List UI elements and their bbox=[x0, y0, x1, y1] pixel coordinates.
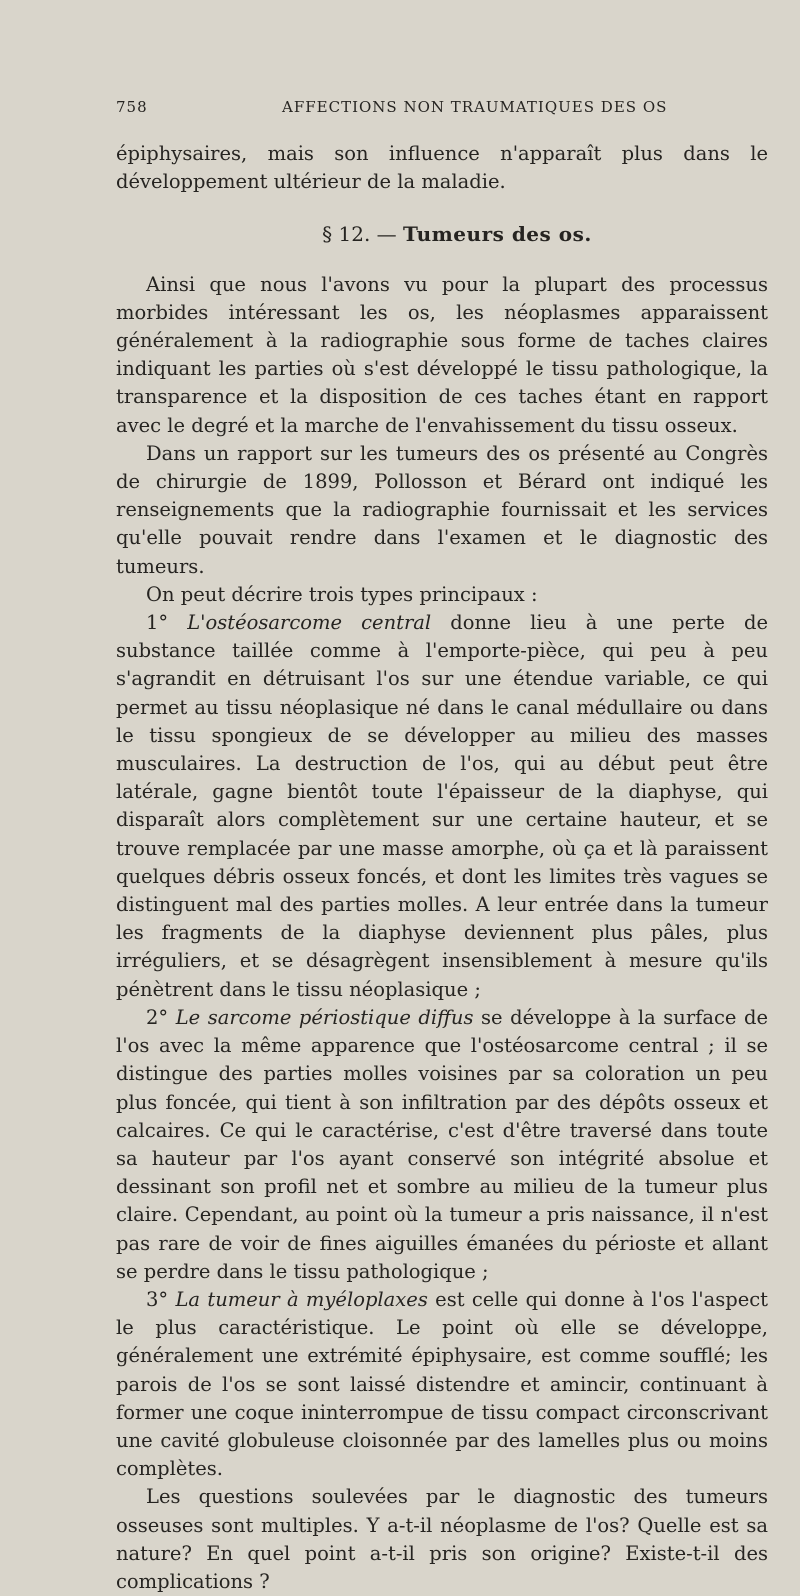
section-number: § 12. — bbox=[322, 222, 397, 247]
type-2-number: 2° bbox=[146, 1005, 169, 1029]
type-2-text: se développe à la surface de l'os avec la même apparence que l'ostéosarcome central ; il se distingue des parties molles voisines par sa coloration un peu plus foncée, qui tient à son infiltration par des dépôts osseux et calcaires. Ce qui le caractérise, c'est d'être traversé dans toute sa hauteur par l'os ayant conservé son intégrité absolue et dessinant son profil net et sombre au milieu de la tumeur plus claire. Cependant, au point où la tumeur a pris naissance, il n'est pas rare de voir de fines aiguilles émanées du périoste et allant se perdre dans le tissu pathologique ; bbox=[116, 1005, 768, 1283]
page-number: 758 bbox=[116, 98, 148, 116]
type-2-name: Le sarcome périostique diffus bbox=[175, 1005, 474, 1029]
type-3-number: 3° bbox=[146, 1287, 169, 1311]
paragraph-type-3 bbox=[116, 1286, 768, 1483]
paragraph-questions: Les questions soulevées par le diagnostic des tumeurs osseuses sont multiples. Y a-t-il néoplasme de l'os? Quelle est sa nature? En quel point a-t-il pris son origine? Existe-t-il des complications ? bbox=[116, 1485, 768, 1593]
type-1-name: L'ostéosarcome central bbox=[187, 611, 432, 635]
type-1-number: 1° bbox=[146, 611, 169, 635]
paragraph-intro: Ainsi que nous l'avons vu pour la plupart des processus morbides intéressant les os, les néoplasmes apparaissent généralement à la radiographie sous forme de taches claires indiquant les parties où s'est développé le tissu pathologique, la transparence et la disposition de ces taches étant en rapport avec le degré et la marche de l'envahissement du tissu osseux. bbox=[116, 272, 768, 437]
running-title: AFFECTIONS NON TRAUMATIQUES DES OS bbox=[282, 98, 668, 116]
type-3-text: est celle qui donne à l'os l'aspect le plus caractéristique. Le point où elle se développe, généralement une extrémité épiphysaire, est comme soufflé; les parois de l'os se sont laissé distendre et amincir, continuant à former une coque ininterrompue de tissu compact circonscrivant une cavité globuleuse cloisonnée par des lamelles plus ou moins complètes. bbox=[116, 1287, 769, 1481]
paragraph-type-1 bbox=[116, 609, 768, 1004]
type-1-text: donne lieu à une perte de substance taillée comme à l'emporte-pièce, qui peu à peu s'agrandit en détruisant l'os sur une étendue variable, ce qui permet au tissu néoplasique né dans le canal médullaire ou dans le tissu spongieux de se développer au milieu des masses musculaires. La destruction de l'os, qui au début peut être latérale, gagne bientôt toute l'épaisseur de la diaphyse, qui disparaît alors complètement sur une certaine hauteur, et se trouve remplacée par une masse amorphe, où ça et là paraissent quelques débris osseux foncés, et dont les limites très vagues se distinguent mal des parties molles. A leur entrée dans la tumeur les fragments de la diaphyse deviennent plus pâles, plus irréguliers, et se désagrègent insensiblement à mesure qu'ils pénètrent dans le tissu néoplasique ; bbox=[116, 611, 768, 1001]
paragraph-type-2 bbox=[116, 1004, 768, 1286]
paragraph-report: Dans un rapport sur les tumeurs des os présenté au Congrès de chirurgie de 1899, Pollosson et Bérard ont indiqué les renseignements que la radiographie fournissait et les services qu'elle pouvait rendre dans l'examen et le diagnostic des tumeurs. bbox=[116, 441, 768, 578]
paragraph-continuation: épiphysaires, mais son influence n'apparaît plus dans le développement ultérieur de la maladie. bbox=[116, 142, 768, 194]
page-header bbox=[116, 98, 684, 126]
section-title: Tumeurs des os. bbox=[403, 222, 592, 247]
section-heading bbox=[116, 196, 768, 270]
type-3-name: La tumeur à myéloplaxes bbox=[175, 1287, 428, 1311]
paragraph-types-intro: On peut décrire trois types principaux : bbox=[146, 582, 538, 606]
page-body bbox=[116, 140, 768, 1596]
